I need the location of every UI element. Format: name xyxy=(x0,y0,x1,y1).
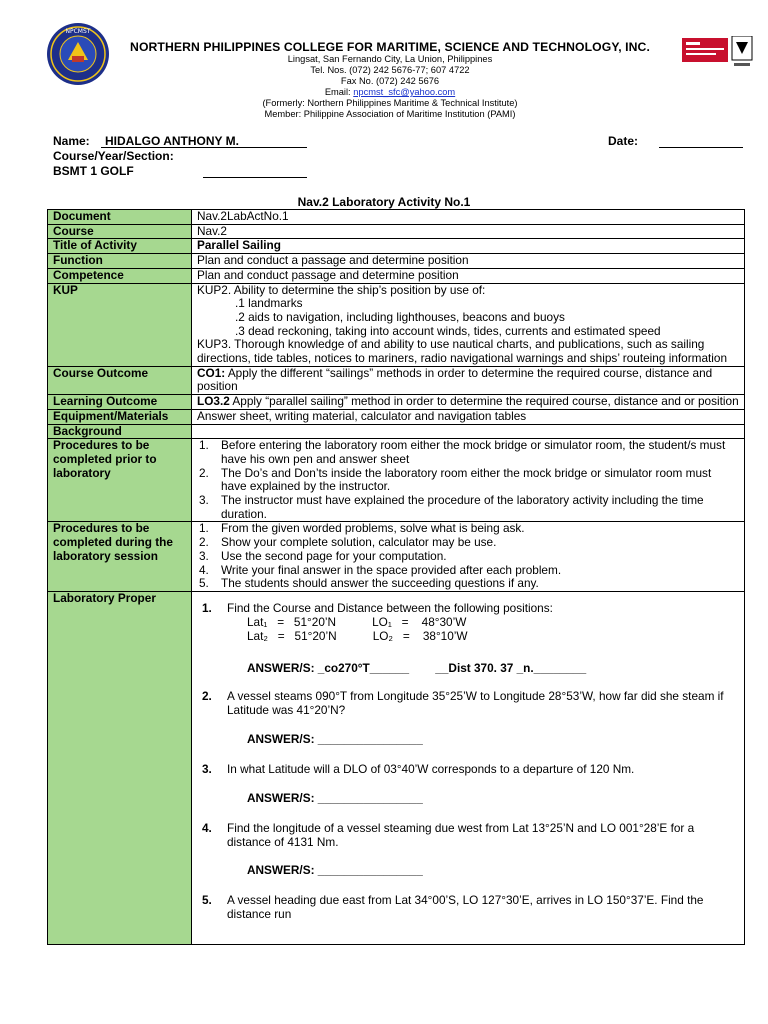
background-label: Background xyxy=(48,424,192,439)
kup-item: .1 landmarks xyxy=(235,296,303,311)
email-label: Email: xyxy=(324,87,351,97)
answer-2[interactable]: ANSWER/S: ________________ xyxy=(247,731,423,746)
list-item: 1. Before entering the laboratory room either the mock bridge or simulator room, the student/s must have his own pen and answer sheet xyxy=(199,438,726,466)
date-label: Date: xyxy=(608,134,639,148)
course-outcome-label: Course Outcome xyxy=(48,366,192,394)
answer-3[interactable]: ANSWER/S: ________________ xyxy=(247,790,423,805)
equipment-label: Equipment/Materials xyxy=(48,409,192,424)
question-4: 4. Find the longitude of a vessel steaming due west from Lat 13°25’N and LO 001°28’E for a distance of 4131 Nm. xyxy=(202,820,695,849)
seal-text: NPCMST xyxy=(65,28,91,35)
section-value: BSMT 1 GOLF xyxy=(53,164,134,178)
tel-line: Tel. Nos. (072) 242 5676-77; 607 4722 xyxy=(310,65,470,75)
course-row-value: Nav.2 xyxy=(192,224,745,239)
list-item: 4. Write your final answer in the space provided after each problem. xyxy=(199,562,562,577)
student-info xyxy=(53,134,753,179)
activity-table xyxy=(47,209,745,945)
letterhead xyxy=(110,40,670,120)
co-text: Apply the different “sailings” methods in order to determine the required course, distance and position xyxy=(197,365,713,394)
row-prior-procedures xyxy=(48,439,745,522)
coordinates-1: Lat₁ = 51°20’N LO₁ = 48°30’W xyxy=(247,614,467,629)
row-kup xyxy=(48,283,745,366)
kup-item: .3 dead reckoning, taking into account winds, tides, currents and estimated speed xyxy=(235,323,661,338)
name-field[interactable] xyxy=(101,134,307,148)
name-label: Name: xyxy=(53,134,90,148)
list-item: 5. The students should answer the succeeding questions if any. xyxy=(199,576,539,591)
fax-line: Fax No. (072) 242 5676 xyxy=(340,76,440,86)
lab-proper-value xyxy=(192,591,745,944)
prior-label: Procedures to be completed prior to laboratory xyxy=(48,439,192,522)
during-list xyxy=(197,522,739,591)
list-item: 3. The instructor must have explained the procedure of the laboratory activity including the time duration. xyxy=(199,493,704,521)
document-label: Document xyxy=(48,210,192,225)
title-value: Parallel Sailing xyxy=(192,239,745,254)
certification-logo xyxy=(682,36,754,70)
prior-list xyxy=(197,439,739,521)
section-field[interactable] xyxy=(203,164,307,178)
date-field[interactable] xyxy=(659,134,743,148)
kup-value xyxy=(192,283,745,366)
row-function xyxy=(48,254,745,269)
kup-label: KUP xyxy=(48,283,192,366)
row-equipment xyxy=(48,409,745,424)
question-3: 3. In what Latitude will a DLO of 03°40’W corresponds to a departure of 120 Nm. xyxy=(202,761,635,776)
formerly-line: (Formerly: Northern Philippines Maritime & Technical Institute) xyxy=(262,98,518,108)
kup-item: .2 aids to navigation, including lighthouses, beacons and buoys xyxy=(235,309,565,324)
row-learning-outcome xyxy=(48,395,745,410)
lab-proper-label: Laboratory Proper xyxy=(48,591,192,944)
lo-code: LO3.2 xyxy=(197,394,230,409)
coordinates-2: Lat₂ = 51°20’N LO₂ = 38°10’W xyxy=(247,628,468,643)
competence-label: Competence xyxy=(48,268,192,283)
during-value xyxy=(192,522,745,592)
learning-outcome-label: Learning Outcome xyxy=(48,395,192,410)
email-line xyxy=(110,87,670,98)
member-line: Member: Philippine Association of Maritime Institution (PAMI) xyxy=(264,109,516,119)
function-value: Plan and conduct a passage and determine position xyxy=(192,254,745,269)
row-course xyxy=(48,224,745,239)
prior-value xyxy=(192,439,745,522)
co-code: CO1: xyxy=(197,365,226,380)
answer-4[interactable]: ANSWER/S: ________________ xyxy=(247,862,423,877)
answer-1[interactable]: ANSWER/S: _co270°T______ __Dist 370. 37 _n.________ xyxy=(247,660,587,675)
title-label: Title of Activity xyxy=(48,239,192,254)
kup3-text: KUP3. Thorough knowledge of and ability to use nautical charts, and publications, such as sailing directions, tide tables, notices to mariners, radio navigational warnings and ships’ routeing information xyxy=(197,337,728,366)
course-row-label: Course xyxy=(48,224,192,239)
row-document xyxy=(48,210,745,225)
row-competence xyxy=(48,268,745,283)
course-label: Course/Year/Section: xyxy=(53,149,174,163)
list-item: 2. Show your complete solution, calculator may be use. xyxy=(199,535,497,550)
kup2-text: KUP2. Ability to determine the ship’s position by use of: xyxy=(197,282,486,297)
during-label: Procedures to be completed during the laboratory session xyxy=(48,522,192,592)
course-outcome-value xyxy=(192,366,745,394)
row-during-procedures xyxy=(48,522,745,592)
list-item: 1. From the given worded problems, solve what is being ask. xyxy=(199,521,525,536)
background-value xyxy=(192,424,745,439)
lo-text: Apply “parallel sailing” method in order to determine the required course, distance and or position xyxy=(229,394,739,409)
function-label: Function xyxy=(48,254,192,269)
document-value: Nav.2LabActNo.1 xyxy=(192,210,745,225)
row-lab-proper xyxy=(48,591,745,944)
learning-outcome-value xyxy=(192,395,745,410)
name-value: HIDALGO ANTHONY M. xyxy=(105,134,239,148)
row-title xyxy=(48,239,745,254)
competence-value: Plan and conduct passage and determine position xyxy=(192,268,745,283)
institution-name: NORTHERN PHILIPPINES COLLEGE FOR MARITIME, SCIENCE AND TECHNOLOGY, INC. xyxy=(130,40,650,54)
question-2: 2. A vessel steams 090°T from Longitude 35°25’W to Longitude 28°53’W, how far did she steam if Latitude was 41°20’N? xyxy=(202,688,724,717)
equipment-value: Answer sheet, writing material, calculator and navigation tables xyxy=(192,409,745,424)
address-line: Lingsat, San Fernando City, La Union, Philippines xyxy=(287,54,493,64)
question-5: 5. A vessel heading due east from Lat 34°00’S, LO 127°30’E, arrives in LO 150°37’E. Find the distance run xyxy=(202,892,704,921)
list-item: 2. The Do’s and Don’ts inside the laboratory room either the mock bridge or simulator room must have explained by the instructor. xyxy=(199,465,712,494)
email-link[interactable]: npcmst_sfc@yahoo.com xyxy=(353,87,456,97)
row-course-outcome xyxy=(48,366,745,394)
row-background xyxy=(48,424,745,439)
activity-title: Nav.2 Laboratory Activity No.1 xyxy=(297,195,471,209)
school-seal-logo xyxy=(46,22,110,86)
question-1: 1. Find the Course and Distance between the following positions: xyxy=(202,600,553,615)
list-item: 3. Use the second page for your computation. xyxy=(199,548,447,563)
